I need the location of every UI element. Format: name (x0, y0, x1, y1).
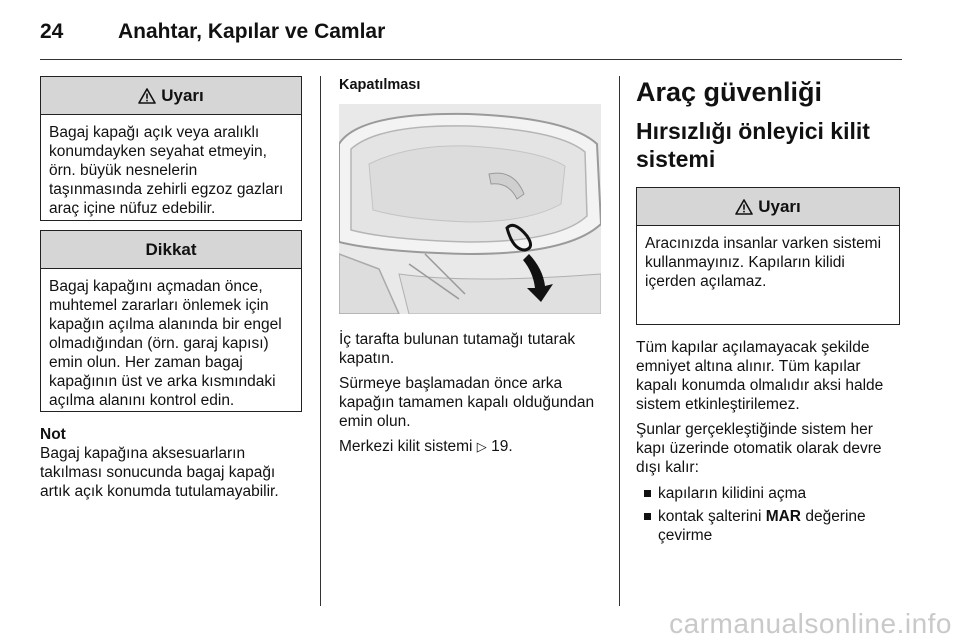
caution-box-header (41, 231, 301, 269)
central-lock-page: 19. (491, 438, 513, 455)
section-title-closing: Kapatılması (339, 77, 421, 93)
list-item (636, 507, 901, 545)
bullet-ignition-mar: MAR (765, 508, 802, 525)
chapter-title: Anahtar, Kapılar ve Camlar (118, 20, 386, 43)
column-divider-2 (619, 76, 620, 606)
warning-box-title: Uyarı (161, 85, 204, 105)
caution-box-body: Bagaj kapağını açmadan önce, muhtemel zararları önlemek için kapağın açılma alanında bir engel olmadığından (örn. garaj kapısı) emin olun. Her zaman bagaj kapağının üst ve arka kısmındaki açılma alanını kontrol edin. (49, 278, 282, 409)
deactivation-list (636, 484, 901, 545)
middle-column (339, 76, 603, 95)
header-rule (40, 59, 902, 60)
auto-deactivation-intro: Şunlar gerçekleştiğinde sistem her kapı üzerinde otomatik olarak devre dışı kalır: (636, 421, 882, 476)
note-block (40, 425, 302, 501)
central-lock-text: Merkezi kilit sistemi (339, 438, 473, 455)
page-header (40, 20, 920, 50)
warning-triangle-icon (138, 88, 156, 104)
bullet-square-icon (644, 490, 651, 497)
closing-check: Sürmeye başlamadan önce arka kapağın tamamen kapalı olduğundan emin olun. (339, 375, 595, 430)
note-title: Not (40, 426, 66, 443)
page-number: 24 (40, 20, 64, 43)
bullet-square-icon (644, 513, 651, 520)
bullet-unlock-text: kapıların kilidini açma (658, 485, 807, 502)
system-description: Tüm kapılar açılamayacak şekilde emniyet altına alınır. Tüm kapılar kapalı konumda olmalıdır aksi halde sistem etkinleştirilemez. (636, 339, 884, 413)
bullet-ignition-pre: kontak şalterini (658, 508, 762, 525)
list-item (636, 484, 901, 503)
right-warning-box-body: Aracınızda insanlar varken sistemi kullanmayınız. Kapıların kilidi içerden açılamaz. (645, 235, 882, 290)
left-column (40, 76, 302, 501)
closing-instruction: İç tarafta bulunan tutamağı tutarak kapatın. (339, 331, 576, 367)
bullet-ignition-post: değerine çevirme (658, 508, 866, 544)
warning-box (40, 76, 302, 221)
tailgate-illustration (339, 104, 601, 314)
section-title-vehicle-security: Araç güvenliği (636, 77, 823, 107)
note-body: Bagaj kapağına aksesuarların takılması sonucunda bagaj kapağı artık açık konumda tutulamayabilir. (40, 445, 279, 500)
subsection-title-anti-theft: Hırsızlığı önleyici kilit sistemi (636, 118, 870, 172)
right-column (636, 76, 901, 549)
right-warning-box (636, 187, 900, 325)
caution-box-title: Dikkat (145, 239, 197, 259)
column-divider-1 (320, 76, 321, 606)
tailgate-drawing (339, 104, 601, 314)
warning-box-body: Bagaj kapağı açık veya aralıklı konumdayken seyahat etmeyin, örn. büyük nesnelerin taşınmasında zehirli egzoz gazları araç içine nüfuz edebilir. (49, 124, 284, 217)
middle-text (339, 330, 603, 456)
right-warning-box-header (637, 188, 899, 226)
caution-box (40, 230, 302, 412)
central-lock-reference (339, 437, 603, 456)
warning-triangle-icon (735, 199, 753, 215)
watermark: carmanualsonline.info (669, 608, 952, 639)
reference-arrow-icon: ▷ (476, 439, 487, 454)
warning-box-header (41, 77, 301, 115)
right-warning-box-title: Uyarı (758, 196, 801, 216)
